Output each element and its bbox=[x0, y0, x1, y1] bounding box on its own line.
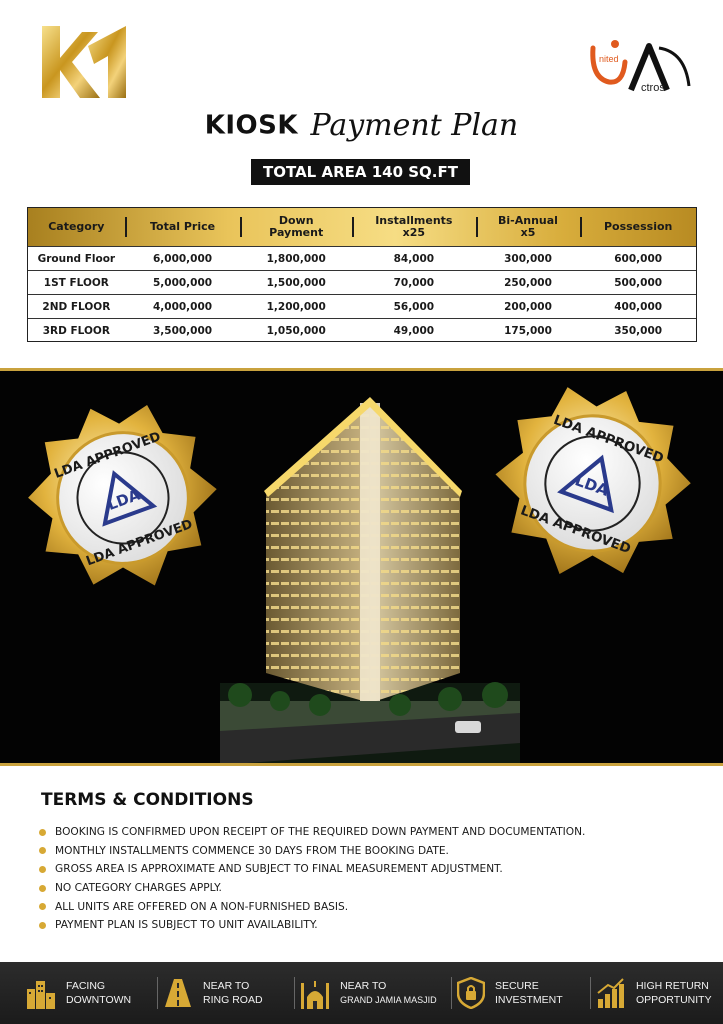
feature-line2: GRAND JAMIA MASJID bbox=[340, 995, 437, 1005]
list-item bbox=[39, 823, 585, 842]
bullet-icon bbox=[39, 922, 46, 929]
cell-possession: 600,000 bbox=[614, 252, 663, 265]
feature-line1: NEAR TO bbox=[203, 980, 250, 992]
cell-possession: 350,000 bbox=[614, 324, 663, 337]
cell-possession: 500,000 bbox=[614, 276, 663, 289]
feature-line2: INVESTMENT bbox=[494, 994, 563, 1006]
feature-line1: SECURE bbox=[494, 980, 539, 992]
cell-installments: 70,000 bbox=[393, 276, 435, 289]
cell-bi-annual: 300,000 bbox=[504, 252, 552, 265]
cell-total-price: 5,000,000 bbox=[152, 276, 213, 289]
cell-installments: 84,000 bbox=[393, 252, 435, 265]
list-item bbox=[39, 916, 585, 935]
header-total-price: Total Price bbox=[125, 208, 241, 246]
lda-seal-center-right: LDA bbox=[572, 471, 612, 500]
building-illustration bbox=[220, 383, 520, 765]
feature-high-return bbox=[596, 973, 723, 1013]
feature-line2: OPPORTUNITY bbox=[635, 994, 712, 1006]
lda-seal-center-left: LDA bbox=[104, 485, 143, 514]
road-icon bbox=[163, 977, 193, 1009]
terms-title: TERMS & CONDITIONS bbox=[41, 790, 254, 810]
table-body bbox=[28, 246, 696, 342]
lda-approved-seal-right bbox=[490, 381, 695, 586]
list-item bbox=[39, 897, 585, 916]
table-row bbox=[28, 318, 696, 342]
cell-category: Ground Floor bbox=[37, 252, 116, 265]
table-row bbox=[28, 270, 696, 294]
km-monogram-icon bbox=[38, 24, 130, 100]
feature-line1: HIGH RETURN bbox=[635, 980, 709, 992]
table-row bbox=[28, 246, 696, 270]
cell-total-price: 6,000,000 bbox=[152, 252, 213, 265]
term-text: ALL UNITS ARE OFFERED ON A NON-FURNISHED BASIS. bbox=[55, 900, 349, 913]
cell-down-payment: 1,800,000 bbox=[266, 252, 326, 265]
total-area-badge: TOTAL AREA 140 SQ.FT bbox=[251, 159, 470, 185]
payment-table bbox=[27, 207, 697, 342]
bullet-icon bbox=[39, 866, 46, 873]
term-text: PAYMENT PLAN IS SUBJECT TO UNIT AVAILABILITY. bbox=[55, 919, 318, 932]
list-item bbox=[39, 860, 585, 879]
feature-line1: NEAR TO bbox=[340, 980, 387, 992]
term-text: MONTHLY INSTALLMENTS COMMENCE 30 DAYS FROM THE BOOKING DATE. bbox=[55, 844, 449, 857]
logo-nited-text: nited bbox=[599, 54, 619, 64]
cell-bi-annual: 200,000 bbox=[504, 300, 552, 313]
term-text: GROSS AREA IS APPROXIMATE AND SUBJECT TO FINAL MEASUREMENT ADJUSTMENT. bbox=[55, 863, 503, 876]
cell-category: 2ND FLOOR bbox=[42, 300, 111, 313]
header-bi-annual: Bi-Annual x5 bbox=[476, 208, 581, 246]
shield-lock-icon bbox=[457, 977, 485, 1009]
cell-bi-annual: 175,000 bbox=[504, 324, 552, 337]
building-image-band bbox=[0, 368, 723, 766]
header-category: Category bbox=[48, 220, 105, 233]
lda-seal-text-left-bottom: LDA APPROVED bbox=[84, 516, 195, 570]
lda-approved-seal-left bbox=[24, 399, 222, 597]
bullet-icon bbox=[39, 847, 46, 854]
cell-down-payment: 1,200,000 bbox=[266, 300, 326, 313]
table-row bbox=[28, 294, 696, 318]
list-item bbox=[39, 879, 585, 898]
feature-facing-downtown bbox=[26, 973, 153, 1013]
lda-seal-text-right-bottom: LDA APPROVED bbox=[518, 503, 633, 558]
cell-bi-annual: 250,000 bbox=[504, 276, 552, 289]
header-down-payment: Down Payment bbox=[240, 208, 352, 246]
feature-line1: FACING bbox=[66, 980, 106, 992]
header-possession: Possession bbox=[580, 208, 696, 246]
header-installments: Installments x25 bbox=[352, 208, 476, 246]
page-title bbox=[0, 108, 723, 143]
bullet-icon bbox=[39, 885, 46, 892]
mosque-icon bbox=[300, 977, 330, 1009]
bullet-icon bbox=[39, 903, 46, 910]
lda-seal-text-right-top: LDA APPROVED bbox=[551, 412, 666, 467]
feature-line2: RING ROAD bbox=[203, 994, 263, 1006]
united-actros-logo bbox=[585, 38, 693, 98]
list-item bbox=[39, 842, 585, 861]
feature-secure-investment bbox=[457, 973, 586, 1013]
cell-total-price: 3,500,000 bbox=[152, 324, 213, 337]
city-skyline-icon bbox=[26, 977, 56, 1009]
cell-total-price: 4,000,000 bbox=[152, 300, 213, 313]
cell-installments: 56,000 bbox=[393, 300, 435, 313]
cell-category: 1ST FLOOR bbox=[43, 276, 109, 289]
logo-ctros-text: ctros bbox=[641, 82, 665, 94]
term-text: BOOKING IS CONFIRMED UPON RECEIPT OF THE REQUIRED DOWN PAYMENT AND DOCUMENTATION. bbox=[55, 826, 586, 839]
cell-installments: 49,000 bbox=[393, 324, 435, 337]
cell-category: 3RD FLOOR bbox=[42, 324, 110, 337]
feature-footer bbox=[0, 962, 723, 1024]
bullet-icon bbox=[39, 829, 46, 836]
feature-ring-road bbox=[163, 973, 290, 1013]
cell-possession: 400,000 bbox=[614, 300, 663, 313]
term-text: NO CATEGORY CHARGES APPLY. bbox=[55, 882, 222, 895]
table-header-row bbox=[28, 208, 696, 246]
terms-list bbox=[39, 823, 585, 935]
lda-seal-text-left-top: LDA APPROVED bbox=[52, 429, 163, 482]
title-payment-plan: Payment Plan bbox=[310, 108, 519, 143]
growth-chart-icon bbox=[596, 977, 626, 1009]
cell-down-payment: 1,050,000 bbox=[266, 324, 326, 337]
feature-jamia-masjid bbox=[300, 973, 447, 1013]
title-kiosk: KIOSK bbox=[204, 110, 299, 141]
cell-down-payment: 1,500,000 bbox=[266, 276, 326, 289]
feature-line2: DOWNTOWN bbox=[66, 994, 132, 1006]
